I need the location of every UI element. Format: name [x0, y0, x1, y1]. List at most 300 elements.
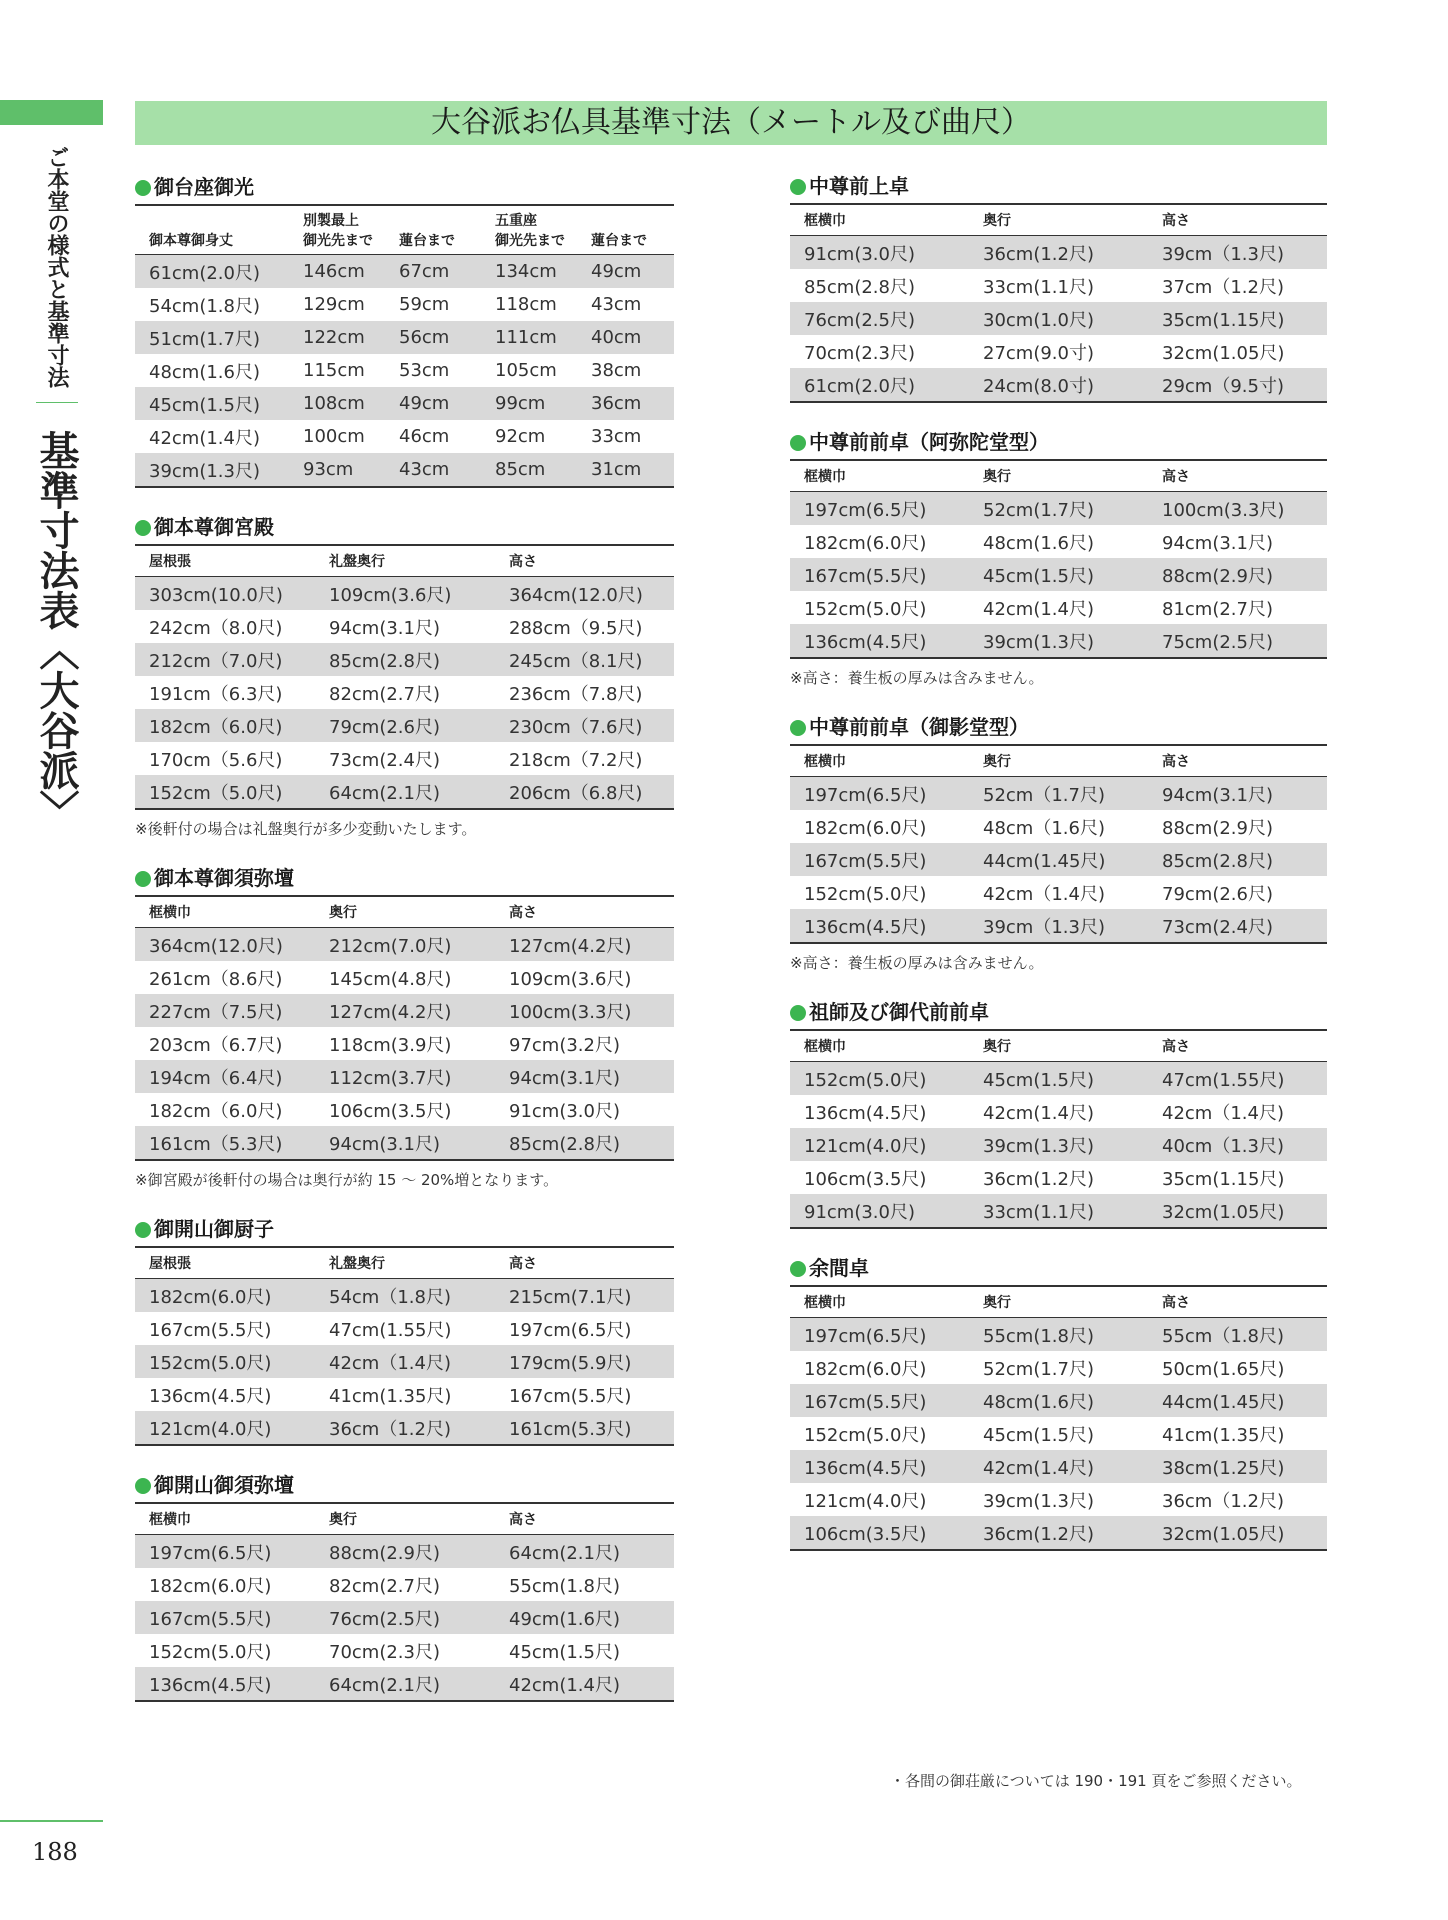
table-body — [135, 928, 674, 1161]
table-cell: 167cm(5.5尺) — [790, 1384, 969, 1417]
page-title: 大谷派お仏具基準寸法（メートル及び曲尺） — [135, 101, 1327, 145]
section-title: 御本尊御須弥壇 — [135, 861, 674, 895]
table-cell: 118cm(3.9尺) — [329, 1034, 452, 1056]
table-cell: 81cm(2.7尺) — [1162, 598, 1274, 620]
table-cell: 88cm(2.9尺) — [1162, 817, 1274, 839]
table-row — [135, 775, 674, 809]
table-row — [135, 1312, 674, 1345]
table-cell: 182cm（6.0尺) — [135, 709, 315, 742]
table-cell: 206cm（6.8尺) — [495, 775, 674, 809]
table-cell: 182cm(6.0尺) — [804, 1358, 927, 1380]
table-note: ※御宮殿が後軒付の場合は奥行が約 15 ～ 20%増となります。 — [135, 1171, 559, 1189]
table-cell: 45cm(1.5尺) — [135, 387, 289, 420]
table-body — [135, 255, 674, 488]
table-cell: 47cm(1.55尺) — [329, 1319, 452, 1341]
table-cell: 53cm — [399, 360, 450, 381]
table-cell: 115cm — [303, 360, 365, 381]
table-cell: 42cm(1.4尺) — [149, 427, 261, 449]
table-cell: 167cm(5.5尺) — [149, 1319, 272, 1341]
table-cell: 43cm — [385, 453, 481, 487]
table-cell: 44cm(1.45尺) — [1148, 1384, 1327, 1417]
table-cell: 73cm(2.4尺) — [1148, 909, 1327, 943]
table-cell: 364cm(12.0尺) — [135, 928, 315, 962]
table-cell: 106cm(3.5尺) — [790, 1516, 969, 1550]
table-cell: 152cm（5.0尺) — [135, 775, 315, 809]
column-header: 奥行 — [969, 1286, 1148, 1318]
table-cell: 111cm — [481, 321, 577, 354]
table-row — [135, 961, 674, 994]
table-row — [790, 302, 1327, 335]
table-cell: 41cm(1.35尺) — [1162, 1424, 1285, 1446]
table-cell: 92cm — [495, 426, 546, 447]
table-cell: 45cm(1.5尺) — [969, 558, 1148, 591]
table-body — [135, 1279, 674, 1446]
column-header: 高さ — [1148, 745, 1327, 777]
table-cell: 212cm(7.0尺) — [315, 928, 495, 962]
bullet-dot-icon — [790, 1261, 806, 1277]
table-cell: 42cm(1.4尺) — [983, 598, 1095, 620]
section-title: 中尊前上卓 — [790, 169, 1327, 203]
right-column — [790, 169, 1327, 1573]
table-row — [135, 255, 674, 289]
table-cell: 136cm(4.5尺) — [149, 1385, 272, 1407]
table-row — [135, 1027, 674, 1060]
table-cell: 136cm(4.5尺) — [790, 624, 969, 658]
table-cell: 167cm(5.5尺) — [790, 843, 969, 876]
table-cell: 35cm(1.15尺) — [1148, 302, 1327, 335]
table-row — [790, 1384, 1327, 1417]
table-body — [790, 777, 1327, 944]
side-divider — [36, 402, 78, 403]
table-header-row — [790, 1286, 1327, 1318]
table-cell: 39cm(1.3尺) — [135, 453, 289, 487]
table-cell: 30cm(1.0尺) — [969, 302, 1148, 335]
table-cell: 108cm — [289, 387, 385, 420]
table-body — [135, 577, 674, 810]
table-cell: 33cm — [591, 426, 642, 447]
shumidan-table — [135, 895, 674, 1161]
table-cell: 121cm(4.0尺) — [790, 1128, 969, 1161]
table-cell: 146cm — [289, 255, 385, 289]
table-note: ※高さ：養生板の厚みは含みません。 — [790, 669, 1044, 687]
table-row — [135, 1535, 674, 1569]
table-note: ※後軒付の場合は礼盤奥行が多少変動いたします。 — [135, 820, 477, 838]
table-cell: 73cm(2.4尺) — [329, 749, 441, 771]
bullet-dot-icon — [135, 871, 151, 887]
table-cell: 91cm(3.0尺) — [509, 1100, 621, 1122]
table-cell: 40cm — [577, 321, 674, 354]
table-cell: 76cm(2.5尺) — [790, 302, 969, 335]
zushi-section — [135, 1212, 674, 1446]
table-cell: 197cm(6.5尺) — [790, 777, 969, 811]
table-cell: 197cm(6.5尺) — [135, 1535, 315, 1569]
kuden-section — [135, 510, 674, 839]
yoma-section — [790, 1251, 1327, 1551]
table-row — [135, 387, 674, 420]
table-cell: 64cm(2.1尺) — [315, 1667, 495, 1701]
bullet-dot-icon — [135, 520, 151, 536]
table-row — [790, 843, 1327, 876]
table-cell: 54cm（1.8尺) — [315, 1279, 495, 1313]
table-row — [135, 676, 674, 709]
table-row — [135, 420, 674, 453]
table-cell: 49cm — [385, 387, 481, 420]
table-cell: 45cm(1.5尺) — [509, 1641, 621, 1663]
amida-section — [790, 425, 1327, 688]
table-cell: 82cm(2.7尺) — [329, 1575, 441, 1597]
column-header: 奥行 — [969, 1030, 1148, 1062]
table-row — [135, 928, 674, 962]
table-cell: 242cm（8.0尺) — [149, 617, 283, 639]
bullet-dot-icon — [790, 1005, 806, 1021]
table-cell: 127cm(4.2尺) — [495, 928, 674, 962]
table-cell: 75cm(2.5尺) — [1148, 624, 1327, 658]
table-row — [135, 742, 674, 775]
table-cell: 136cm(4.5尺) — [790, 909, 969, 943]
table-note: ※高さ：養生板の厚みは含みません。 — [790, 954, 1044, 972]
column-header: 框横巾 — [790, 1030, 969, 1062]
footer-note: ・各間の御荘厳については 190・191 頁をご参照ください。 — [890, 1772, 1302, 1790]
table-header-row — [135, 545, 674, 577]
table-cell: 33cm(1.1尺) — [983, 276, 1095, 298]
column-header: 御本尊御身丈 — [135, 205, 289, 255]
section-title: 中尊前前卓（阿弥陀堂型） — [790, 425, 1327, 459]
table-row — [135, 288, 674, 321]
table-cell: 29cm（9.5寸) — [1148, 368, 1327, 402]
table-cell: 261cm（8.6尺) — [149, 968, 283, 990]
table-cell: 109cm(3.6尺) — [509, 968, 632, 990]
section-title: 御本尊御宮殿 — [135, 510, 674, 544]
table-row — [135, 1568, 674, 1601]
section-title: 御開山御厨子 — [135, 1212, 674, 1246]
table-row — [790, 558, 1327, 591]
table-cell: 182cm(6.0尺) — [804, 817, 927, 839]
table-cell: 182cm(6.0尺) — [135, 1279, 315, 1313]
goei-section — [790, 710, 1327, 973]
table-cell: 182cm(6.0尺) — [804, 532, 927, 554]
table-cell: 94cm(3.1尺) — [315, 1126, 495, 1160]
table-cell: 97cm(3.2尺) — [509, 1034, 621, 1056]
table-cell: 105cm — [495, 360, 557, 381]
table-cell: 94cm(3.1尺) — [329, 617, 441, 639]
table-cell: 38cm — [591, 360, 642, 381]
table-body — [135, 1535, 674, 1702]
table-cell: 36cm(1.2尺) — [969, 236, 1148, 270]
table-cell: 42cm（1.4尺) — [1162, 1102, 1284, 1124]
column-header: 蓮台まで — [577, 205, 674, 255]
uwajoku-table — [790, 203, 1327, 403]
table-cell: 46cm — [399, 426, 450, 447]
kaisan-shumidan-section — [135, 1468, 674, 1702]
table-row — [135, 994, 674, 1027]
column-header: 別製最上 御光先まで — [289, 205, 385, 255]
table-cell: 36cm — [577, 387, 674, 420]
uwajoku-section — [790, 169, 1327, 403]
table-cell: 161cm(5.3尺) — [495, 1411, 674, 1445]
table-row — [790, 335, 1327, 368]
table-row — [790, 236, 1327, 270]
table-body — [790, 1062, 1327, 1229]
column-header: 高さ — [1148, 204, 1327, 236]
column-header: 屋根張 — [135, 1247, 315, 1279]
kuden-table — [135, 544, 674, 810]
table-cell: 38cm(1.25尺) — [1148, 1450, 1327, 1483]
daiza-table — [135, 204, 674, 488]
table-row — [790, 1483, 1327, 1516]
table-row — [790, 1194, 1327, 1228]
table-header-row — [135, 205, 674, 255]
section-title: 中尊前前卓（御影堂型） — [790, 710, 1327, 744]
table-cell: 61cm(2.0尺) — [790, 368, 969, 402]
table-row — [790, 525, 1327, 558]
zushi-table — [135, 1246, 674, 1446]
table-cell: 76cm(2.5尺) — [315, 1601, 495, 1634]
table-cell: 121cm(4.0尺) — [804, 1490, 927, 1512]
table-row — [790, 1161, 1327, 1194]
table-row — [135, 1279, 674, 1313]
table-cell: 94cm(3.1尺) — [1148, 777, 1327, 811]
column-header: 框横巾 — [790, 1286, 969, 1318]
table-cell: 55cm（1.8尺) — [1148, 1318, 1327, 1352]
chapter-tab-bar — [0, 100, 103, 125]
table-cell: 121cm(4.0尺) — [135, 1411, 315, 1445]
table-cell: 42cm（1.4尺) — [983, 883, 1105, 905]
section-label: 基準寸法表〈大谷派〉 — [33, 430, 80, 830]
table-cell: 70cm(2.3尺) — [329, 1641, 441, 1663]
table-cell: 203cm（6.7尺) — [149, 1034, 283, 1056]
table-cell: 303cm(10.0尺) — [135, 577, 315, 611]
table-cell: 55cm(1.8尺) — [509, 1575, 621, 1597]
table-cell: 85cm(2.8尺) — [804, 276, 916, 298]
table-cell: 36cm（1.2尺) — [315, 1411, 495, 1445]
table-row — [135, 1093, 674, 1126]
table-header-row — [135, 896, 674, 928]
column-header: 高さ — [495, 545, 674, 577]
section-title: 祖師及び御代前前卓 — [790, 995, 1327, 1029]
table-row — [135, 709, 674, 742]
bullet-dot-icon — [135, 1478, 151, 1494]
section-title: 御開山御須弥壇 — [135, 1468, 674, 1502]
table-cell: 167cm(5.5尺) — [509, 1385, 632, 1407]
table-row — [790, 1062, 1327, 1096]
table-cell: 82cm(2.7尺) — [329, 683, 441, 705]
table-cell: 33cm(1.1尺) — [969, 1194, 1148, 1228]
column-header: 高さ — [495, 1503, 674, 1535]
table-cell: 55cm(1.8尺) — [969, 1318, 1148, 1352]
table-cell: 36cm(1.2尺) — [969, 1516, 1148, 1550]
table-cell: 245cm（8.1尺) — [495, 643, 674, 676]
table-row — [135, 1126, 674, 1160]
table-cell: 152cm(5.0尺) — [804, 1424, 927, 1446]
table-cell: 43cm — [591, 294, 642, 315]
table-header-row — [790, 1030, 1327, 1062]
table-cell: 32cm(1.05尺) — [1148, 1194, 1327, 1228]
table-cell: 152cm(5.0尺) — [135, 1345, 315, 1378]
column-header: 高さ — [1148, 1286, 1327, 1318]
table-row — [790, 777, 1327, 811]
table-row — [135, 1634, 674, 1667]
table-cell: 106cm(3.5尺) — [804, 1168, 927, 1190]
table-cell: 100cm(3.3尺) — [495, 994, 674, 1027]
table-cell: 136cm(4.5尺) — [790, 1450, 969, 1483]
table-row — [790, 1351, 1327, 1384]
table-row — [135, 1601, 674, 1634]
section-title: 余間卓 — [790, 1251, 1327, 1285]
table-row — [790, 1516, 1327, 1550]
table-row — [135, 1411, 674, 1445]
chapter-label: ご本堂の様式と基準寸法 — [44, 146, 70, 388]
table-cell: 109cm(3.6尺) — [315, 577, 495, 611]
column-header: 高さ — [1148, 460, 1327, 492]
table-cell: 42cm(1.4尺) — [495, 1667, 674, 1701]
table-cell: 100cm — [303, 426, 365, 447]
table-cell: 122cm — [289, 321, 385, 354]
table-cell: 167cm(5.5尺) — [790, 558, 969, 591]
column-header: 屋根張 — [135, 545, 315, 577]
table-cell: 94cm(3.1尺) — [1162, 532, 1274, 554]
table-cell: 49cm(1.6尺) — [495, 1601, 674, 1634]
table-row — [135, 610, 674, 643]
page-number: 188 — [32, 1838, 78, 1866]
table-cell: 52cm（1.7尺) — [969, 777, 1148, 811]
table-cell: 64cm(2.1尺) — [495, 1535, 674, 1569]
yoma-table — [790, 1285, 1327, 1551]
table-cell: 79cm(2.6尺) — [1162, 883, 1274, 905]
table-cell: 152cm(5.0尺) — [149, 1641, 272, 1663]
table-cell: 51cm(1.7尺) — [135, 321, 289, 354]
table-cell: 106cm(3.5尺) — [329, 1100, 452, 1122]
column-header: 框横巾 — [135, 896, 315, 928]
table-cell: 48cm（1.6尺) — [983, 817, 1105, 839]
table-cell: 127cm(4.2尺) — [315, 994, 495, 1027]
column-header: 五重座 御光先まで — [481, 205, 577, 255]
table-cell: 94cm(3.1尺) — [495, 1060, 674, 1093]
table-header-row — [790, 204, 1327, 236]
table-cell: 40cm（1.3尺) — [1148, 1128, 1327, 1161]
table-cell: 167cm(5.5尺) — [135, 1601, 315, 1634]
table-cell: 236cm（7.8尺) — [509, 683, 643, 705]
table-cell: 197cm(6.5尺) — [790, 1318, 969, 1352]
table-cell: 67cm — [385, 255, 481, 289]
table-cell: 36cm(1.2尺) — [983, 1168, 1095, 1190]
table-row — [790, 1318, 1327, 1352]
column-header: 奥行 — [969, 745, 1148, 777]
table-cell: 39cm(1.3尺) — [983, 1490, 1095, 1512]
table-cell: 37cm（1.2尺) — [1162, 276, 1284, 298]
table-cell: 93cm — [289, 453, 385, 487]
table-row — [790, 492, 1327, 526]
table-cell: 227cm（7.5尺) — [135, 994, 315, 1027]
column-header: 框横巾 — [790, 204, 969, 236]
table-row — [790, 591, 1327, 624]
table-cell: 112cm(3.7尺) — [315, 1060, 495, 1093]
table-cell: 48cm(1.6尺) — [983, 532, 1095, 554]
table-cell: 48cm(1.6尺) — [149, 361, 261, 383]
page-number-rule — [0, 1820, 103, 1822]
table-row — [790, 1128, 1327, 1161]
table-cell: 32cm(1.05尺) — [1162, 342, 1285, 364]
table-cell: 42cm(1.4尺) — [983, 1102, 1095, 1124]
bullet-dot-icon — [790, 179, 806, 195]
table-row — [790, 810, 1327, 843]
table-row — [790, 1417, 1327, 1450]
table-cell: 152cm(5.0尺) — [790, 1062, 969, 1096]
table-row — [135, 1060, 674, 1093]
table-cell: 218cm（7.2尺) — [509, 749, 643, 771]
column-header: 奥行 — [315, 896, 495, 928]
column-header: 奥行 — [969, 204, 1148, 236]
amida-table — [790, 459, 1327, 659]
table-cell: 41cm(1.35尺) — [329, 1385, 452, 1407]
table-row — [790, 624, 1327, 658]
table-header-row — [790, 460, 1327, 492]
table-cell: 52cm(1.7尺) — [983, 1358, 1095, 1380]
table-cell: 99cm — [481, 387, 577, 420]
table-cell: 45cm(1.5尺) — [969, 1062, 1148, 1096]
table-cell: 70cm(2.3尺) — [804, 342, 916, 364]
bullet-dot-icon — [790, 720, 806, 736]
table-cell: 136cm(4.5尺) — [804, 1102, 927, 1124]
table-cell: 47cm(1.55尺) — [1148, 1062, 1327, 1096]
table-cell: 48cm(1.6尺) — [969, 1384, 1148, 1417]
table-cell: 145cm(4.8尺) — [329, 968, 452, 990]
table-row — [135, 354, 674, 387]
table-cell: 212cm（7.0尺) — [135, 643, 315, 676]
table-row — [135, 1378, 674, 1411]
table-cell: 52cm(1.7尺) — [969, 492, 1148, 526]
soshi-section — [790, 995, 1327, 1229]
table-row — [790, 368, 1327, 402]
table-cell: 191cm（6.3尺) — [149, 683, 283, 705]
table-cell: 152cm(5.0尺) — [804, 598, 927, 620]
shumidan-section — [135, 861, 674, 1190]
table-cell: 215cm(7.1尺) — [495, 1279, 674, 1313]
table-cell: 364cm(12.0尺) — [495, 577, 674, 611]
table-cell: 182cm(6.0尺) — [149, 1575, 272, 1597]
table-cell: 42cm(1.4尺) — [969, 1450, 1148, 1483]
column-header: 高さ — [495, 896, 674, 928]
table-cell: 230cm（7.6尺) — [495, 709, 674, 742]
table-cell: 88cm(2.9尺) — [1148, 558, 1327, 591]
column-header: 框横巾 — [135, 1503, 315, 1535]
left-column — [135, 170, 674, 1724]
table-cell: 194cm（6.4尺) — [135, 1060, 315, 1093]
table-cell: 129cm — [303, 294, 365, 315]
table-cell: 27cm(9.0寸) — [983, 342, 1095, 364]
table-row — [790, 876, 1327, 909]
table-cell: 88cm(2.9尺) — [315, 1535, 495, 1569]
column-header: 礼盤奥行 — [315, 1247, 495, 1279]
table-cell: 79cm(2.6尺) — [315, 709, 495, 742]
table-row — [135, 453, 674, 487]
table-cell: 61cm(2.0尺) — [135, 255, 289, 289]
table-row — [135, 577, 674, 611]
table-row — [790, 909, 1327, 943]
column-header: 高さ — [1148, 1030, 1327, 1062]
table-cell: 118cm — [495, 294, 557, 315]
table-cell: 197cm(6.5尺) — [790, 492, 969, 526]
table-cell: 91cm(3.0尺) — [790, 236, 969, 270]
table-cell: 161cm（5.3尺) — [135, 1126, 315, 1160]
table-cell: 39cm(1.3尺) — [969, 1128, 1148, 1161]
table-cell: 24cm(8.0寸) — [969, 368, 1148, 402]
table-cell: 42cm（1.4尺) — [315, 1345, 495, 1378]
bullet-dot-icon — [135, 1222, 151, 1238]
table-cell: 85cm(2.8尺) — [495, 1126, 674, 1160]
table-body — [790, 236, 1327, 403]
soshi-table — [790, 1029, 1327, 1229]
column-header: 奥行 — [969, 460, 1148, 492]
